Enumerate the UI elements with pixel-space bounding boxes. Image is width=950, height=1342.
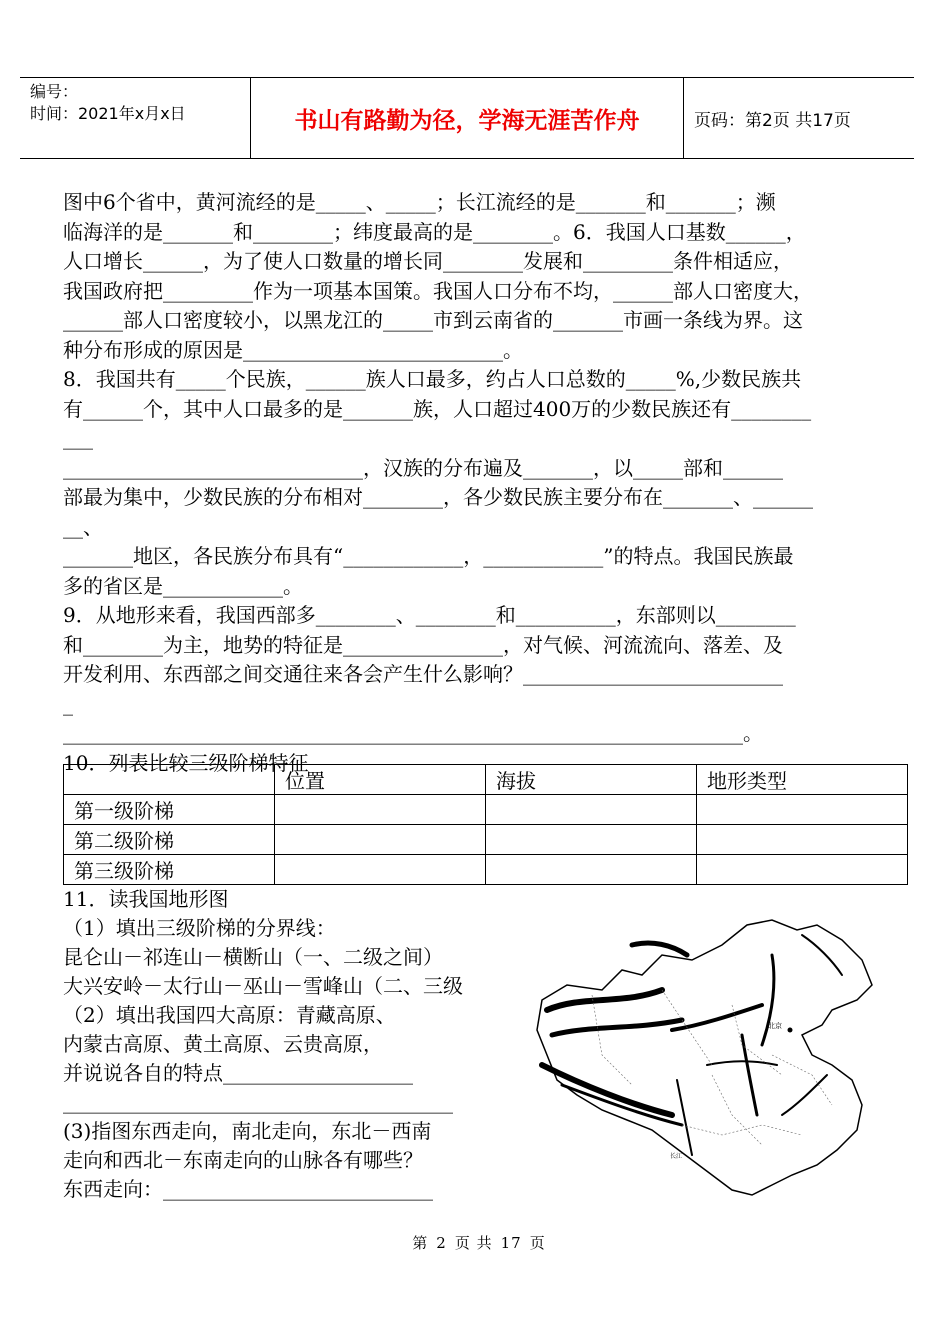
table-row <box>64 825 908 855</box>
body-line: _______地区，各民族分布具有“____________，____________”的特点。我国民族最 <box>63 544 794 568</box>
table-header-cell: 海拔 <box>486 765 697 795</box>
mountain-range <box>677 1080 692 1155</box>
beijing-label: 北京 <box>768 1022 782 1030</box>
mountain-range <box>782 1075 827 1115</box>
table-header-row <box>64 765 908 795</box>
mountain-range <box>802 935 842 975</box>
body-line: 临海洋的是_______和________；纬度最高的是________。6．我国人口基数______， <box>63 219 806 244</box>
table-row <box>64 855 908 885</box>
table-cell: 第二级阶梯 <box>64 825 275 855</box>
mountain-range <box>552 1020 682 1035</box>
body-line: ____________________________________________________________________。 <box>63 721 763 745</box>
body-line: 有______个，其中人口最多的是_______族，人口超过400万的少数民族还有________ <box>63 396 812 421</box>
body-line: __、 <box>63 514 103 539</box>
q11-line: 内蒙古高原、黄土高原、云贵高原， <box>63 1032 383 1056</box>
header-meta <box>20 78 251 158</box>
china-terrain-map <box>532 915 888 1215</box>
body-line: _ <box>63 691 73 716</box>
country-outline <box>537 920 872 1195</box>
footer-prefix: 第 <box>412 1234 429 1252</box>
mountain-range <box>707 1061 777 1065</box>
province-borders <box>592 990 832 1145</box>
river-label: 长江 <box>670 1153 683 1160</box>
body-line: 10．列表比较三级阶梯特征 <box>63 750 309 775</box>
question-body <box>63 188 885 778</box>
mountain-range <box>762 955 774 1045</box>
q11-line: （2）填出我国四大高原：青藏高原、 <box>63 1003 396 1027</box>
code-label: 编号： <box>30 82 79 101</box>
table-cell[interactable] <box>697 795 908 825</box>
mountain-range <box>547 990 662 1010</box>
mountain-range <box>562 1085 682 1125</box>
q11-line: 昆仑山－祁连山－横断山（一、二级之间） <box>63 945 443 969</box>
footer-total: 17 <box>500 1234 522 1252</box>
question-11 <box>63 885 513 1204</box>
header-motto: 书山有路勤为径，学海无涯苦作舟 <box>251 78 684 158</box>
body-line: 部最为集中，少数民族的分布相对________，各少数民族主要分布在_______、______ <box>63 485 813 509</box>
body-line: 人口增长______，为了使人口数量的增长同________发展和_________条件相适应， <box>63 249 793 273</box>
terrain-steps-table <box>63 764 908 885</box>
body-line: 8．我国共有_____个民族，______族人口最多，约占人口总数的_____%,少数民族共 <box>63 367 802 391</box>
footer-suffix: 页 <box>529 1234 546 1252</box>
q11-line: 东西走向：___________________________ <box>63 1177 433 1201</box>
body-line: 多的省区是____________。 <box>63 573 303 598</box>
mountain-range <box>632 943 687 955</box>
mountain-range <box>542 1065 672 1115</box>
table-header-cell: 位置 <box>275 765 486 795</box>
body-line: 种分布形成的原因是__________________________。 <box>63 337 523 362</box>
body-line: 图中6个省中，黄河流经的是_____、_____；长江流经的是_______和_______；濒 <box>63 190 776 214</box>
table-row <box>64 795 908 825</box>
body-line: 我国政府把_________作为一项基本国策。我国人口分布不均，______部人口密度大， <box>63 278 813 303</box>
table-cell[interactable] <box>486 825 697 855</box>
header-page-info: 页码：第2页 共17页 <box>694 110 851 131</box>
body-line: 和________为主，地势的特征是________________，对气候、河流流向、落差、及 <box>63 632 783 657</box>
table-header-cell: 地形类型 <box>697 765 908 795</box>
mountain-range <box>672 1005 762 1030</box>
body-line: ___ <box>63 426 93 450</box>
body-line: 开发利用、东西部之间交通往来各会产生什么影响？__________________________ <box>63 662 783 686</box>
table-header-cell <box>64 765 275 795</box>
body-line: 9．从地形来看，我国西部多________、________和__________，东部则以________ <box>63 603 796 627</box>
table-cell[interactable] <box>275 795 486 825</box>
footer-page: 2 <box>436 1234 447 1252</box>
q11-line: 大兴安岭－太行山－巫山－雪峰山（二、三级 <box>63 974 463 998</box>
mountain-ranges <box>542 935 842 1155</box>
beijing-marker <box>788 1028 793 1033</box>
table-cell[interactable] <box>486 795 697 825</box>
q11-line: 走向和西北－东南走向的山脉各有哪些？ <box>63 1148 423 1172</box>
q11-line: （1）填出三级阶梯的分界线： <box>63 916 336 940</box>
page-footer <box>0 1232 950 1253</box>
q11-line: (3)指图东西走向，南北走向，东北－西南 <box>63 1119 432 1143</box>
document-header <box>20 77 914 159</box>
q11-line: _______________________________________ <box>63 1090 453 1114</box>
body-line: ______部人口密度较小，以黑龙江的_____市到云南省的_______市画一条线为界。这 <box>63 308 803 332</box>
footer-mid: 页 共 <box>454 1234 493 1252</box>
table-cell: 第三级阶梯 <box>64 855 275 885</box>
table-cell[interactable] <box>486 855 697 885</box>
table-cell[interactable] <box>275 825 486 855</box>
table-cell[interactable] <box>697 855 908 885</box>
table-cell[interactable] <box>275 855 486 885</box>
table-cell: 第一级阶梯 <box>64 795 275 825</box>
table-cell[interactable] <box>697 825 908 855</box>
body-line: ______________________________，汉族的分布遍及_______，以_____部和______ <box>63 455 783 480</box>
q11-line: 并说说各自的特点___________________ <box>63 1061 413 1085</box>
q11-line: 11．读我国地形图 <box>63 887 229 911</box>
time-label: 时间：2021年x月x日 <box>30 104 186 123</box>
